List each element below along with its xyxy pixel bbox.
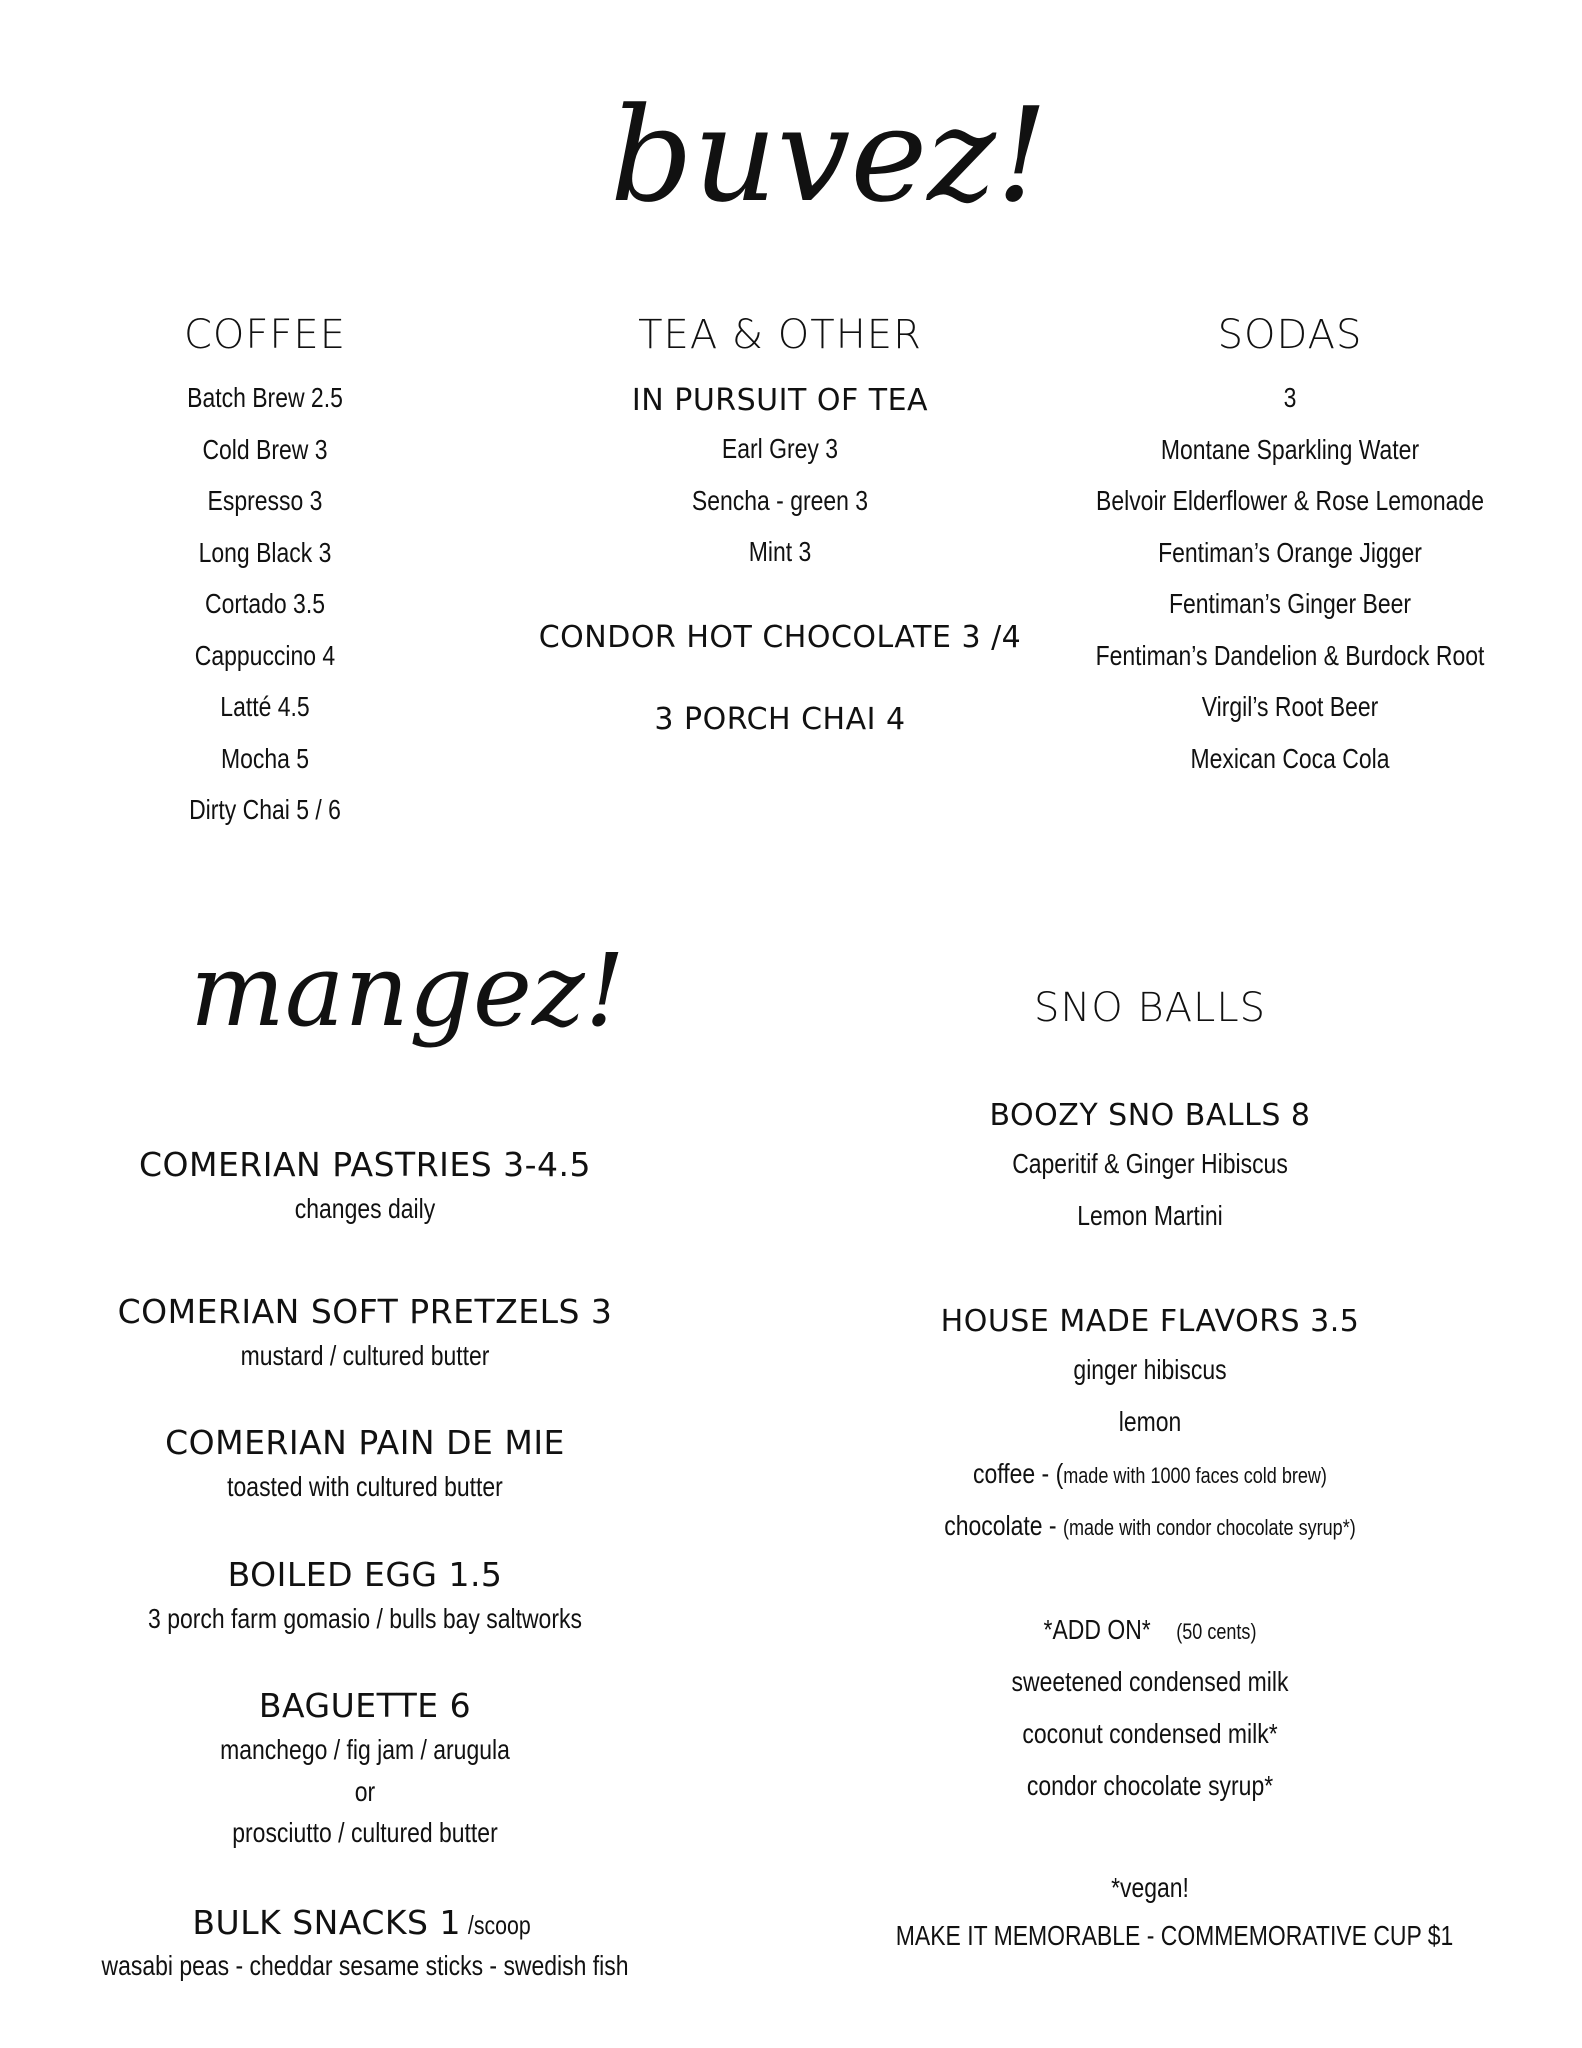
bulk-unit: /scoop — [467, 1910, 531, 1940]
soda-item: Fentiman’s Dandelion & Burdock Root — [1095, 639, 1485, 671]
coffee-item: Mocha 5 — [220, 742, 310, 774]
vegan-note: *vegan! — [1111, 1872, 1189, 1903]
coffee-item: Cappuccino 4 — [194, 639, 336, 671]
coffee-heading: COFFEE — [184, 312, 346, 358]
tea-item: Mint 3 — [748, 536, 812, 567]
sodas-heading: SODAS — [1217, 312, 1363, 358]
mangez-logo — [180, 910, 625, 1110]
house-flavor-chocolate — [896, 1510, 1404, 1542]
addon-title-text: *ADD ON* — [1043, 1614, 1151, 1645]
tea-item: Earl Grey 3 — [721, 433, 839, 464]
pastries-desc: changes daily — [294, 1193, 436, 1224]
coffee-item: Cold Brew 3 — [202, 433, 328, 465]
sodas-list — [1040, 382, 1540, 794]
pretzels-desc: mustard / cultured butter — [240, 1340, 490, 1371]
baguette-desc-alt: prosciutto / cultured butter — [232, 1817, 498, 1848]
coffee-flavor-label: coffee - ( — [973, 1458, 1064, 1489]
soda-item: Fentiman’s Ginger Beer — [1168, 588, 1412, 619]
soda-item: Belvoir Elderflower & Rose Lemonade — [1096, 485, 1484, 516]
memorable-cup: MAKE IT MEMORABLE - COMMEMORATIVE CUP $1 — [895, 1920, 1454, 1951]
tea-item: Sencha - green 3 — [691, 484, 869, 516]
tea-heading: TEA & OTHER — [638, 312, 922, 358]
soda-item: Montane Sparkling Water — [1160, 433, 1420, 465]
soda-item: Mexican Coca Cola — [1190, 742, 1390, 774]
baguette-or: or — [354, 1776, 376, 1807]
house-flavor-coffee — [896, 1458, 1404, 1490]
house-flavor-item: lemon — [1118, 1406, 1182, 1437]
chocolate-flavor-note: (made with condor chocolate syrup*) — [1062, 1515, 1356, 1540]
buvez-logo — [560, 40, 1049, 231]
soda-item: Virgil’s Root Beer — [1201, 691, 1379, 722]
soda-item: Fentiman’s Orange Jigger — [1158, 536, 1422, 568]
pastries-title: COMERIAN PASTRIES 3-4.5 — [138, 1145, 592, 1184]
hot-chocolate-item: CONDOR HOT CHOCOLATE 3 /4 — [538, 620, 1022, 655]
bulk-title-text: BULK SNACKS 1 — [192, 1903, 461, 1942]
addon-item: condor chocolate syrup* — [1026, 1770, 1274, 1801]
sno-balls-heading: SNO BALLS — [1033, 985, 1267, 1031]
pretzels-title: COMERIAN SOFT PRETZELS 3 — [117, 1292, 613, 1331]
pain-title: COMERIAN PAIN DE MIE — [165, 1423, 565, 1462]
chocolate-flavor-label: chocolate - — [944, 1510, 1063, 1541]
coffee-item: Latté 4.5 — [220, 691, 310, 722]
chai-item: 3 PORCH CHAI 4 — [654, 702, 906, 737]
tea-subheading: IN PURSUIT OF TEA — [631, 383, 929, 418]
addon-title — [896, 1614, 1404, 1646]
egg-title: BOILED EGG 1.5 — [227, 1555, 503, 1594]
coffee-flavor-note: made with 1000 faces cold brew) — [1063, 1463, 1327, 1488]
mangez-logo-text: mangez! — [190, 932, 625, 1049]
coffee-item: Espresso 3 — [207, 485, 323, 516]
buvez-logo-text: buvez! — [610, 79, 1049, 231]
boozy-item: Caperitif & Ginger Hibiscus — [1012, 1148, 1288, 1179]
house-flavors-title: HOUSE MADE FLAVORS 3.5 — [940, 1304, 1360, 1339]
house-flavor-item: ginger hibiscus — [1073, 1354, 1227, 1385]
baguette-desc: manchego / fig jam / arugula — [220, 1734, 510, 1765]
pain-desc: toasted with cultured butter — [227, 1471, 503, 1502]
tea-list — [520, 433, 1040, 588]
coffee-item: Cortado 3.5 — [204, 588, 325, 619]
sodas-price: 3 — [1283, 382, 1297, 413]
addon-price: (50 cents) — [1176, 1619, 1257, 1644]
addon-item: coconut condensed milk* — [1022, 1718, 1278, 1749]
buvez-logo-art — [560, 40, 1049, 231]
coffee-item: Long Black 3 — [198, 536, 332, 568]
boozy-item: Lemon Martini — [1077, 1200, 1223, 1231]
coffee-item: Batch Brew 2.5 — [187, 382, 343, 413]
boozy-title: BOOZY SNO BALLS 8 — [989, 1098, 1311, 1133]
coffee-item: Dirty Chai 5 / 6 — [189, 794, 341, 825]
addon-item: sweetened condensed milk — [1011, 1666, 1289, 1697]
bulk-desc: wasabi peas - cheddar sesame sticks - swedish fish — [101, 1950, 629, 1981]
mangez-logo-art — [180, 910, 625, 1110]
baguette-title: BAGUETTE 6 — [258, 1686, 472, 1725]
coffee-list — [140, 382, 390, 846]
egg-desc: 3 porch farm gomasio / bulls bay saltworks — [148, 1603, 582, 1634]
bulk-title — [40, 1903, 690, 1942]
